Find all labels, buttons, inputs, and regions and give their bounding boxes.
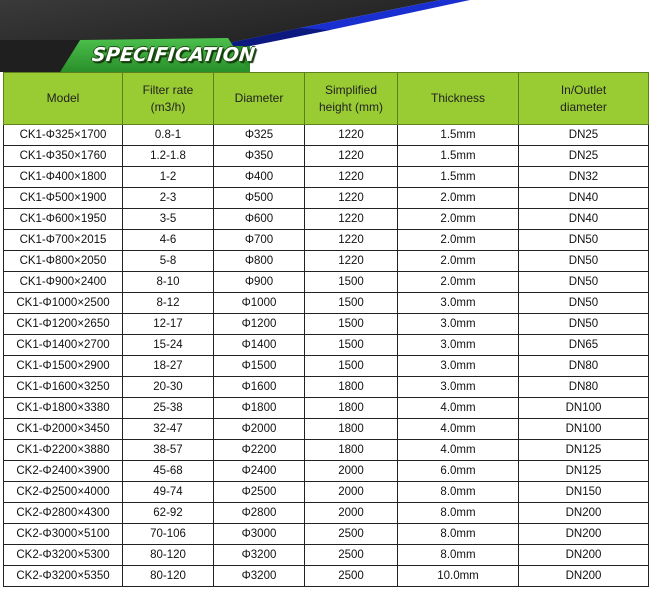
- specification-table: [3, 72, 649, 587]
- height-cell: 1800: [305, 440, 398, 461]
- thickness-cell: 10.0mm: [398, 566, 519, 587]
- model-cell: CK1-Φ1600×3250: [4, 377, 123, 398]
- thickness-cell: 1.5mm: [398, 146, 519, 167]
- inlet-outlet-cell: DN125: [519, 440, 649, 461]
- model-cell: CK2-Φ2800×4300: [4, 503, 123, 524]
- height-cell: 2500: [305, 545, 398, 566]
- table-row: [4, 272, 649, 293]
- thickness-cell: 2.0mm: [398, 272, 519, 293]
- column-header-thickness: Thickness: [398, 73, 519, 125]
- specification-banner: [0, 0, 650, 72]
- diameter-cell: Φ400: [214, 167, 305, 188]
- inlet-outlet-cell: DN50: [519, 272, 649, 293]
- thickness-cell: 2.0mm: [398, 230, 519, 251]
- filter-rate-cell: 38-57: [123, 440, 214, 461]
- diameter-cell: Φ325: [214, 125, 305, 146]
- thickness-cell: 1.5mm: [398, 125, 519, 146]
- thickness-cell: 3.0mm: [398, 293, 519, 314]
- inlet-outlet-cell: DN25: [519, 125, 649, 146]
- model-cell: CK1-Φ1500×2900: [4, 356, 123, 377]
- filter-rate-cell: 25-38: [123, 398, 214, 419]
- height-cell: 1500: [305, 293, 398, 314]
- diameter-cell: Φ600: [214, 209, 305, 230]
- model-cell: CK1-Φ1400×2700: [4, 335, 123, 356]
- filter-rate-cell: 8-12: [123, 293, 214, 314]
- height-cell: 1500: [305, 272, 398, 293]
- thickness-cell: 8.0mm: [398, 503, 519, 524]
- thickness-cell: 2.0mm: [398, 251, 519, 272]
- column-header-filter-rate: Filter rate (m3/h): [123, 73, 214, 125]
- table-row: [4, 230, 649, 251]
- table-header-row: [4, 73, 649, 125]
- inlet-outlet-cell: DN125: [519, 461, 649, 482]
- diameter-cell: Φ900: [214, 272, 305, 293]
- table-row: [4, 419, 649, 440]
- table-row: [4, 167, 649, 188]
- diameter-cell: Φ2000: [214, 419, 305, 440]
- thickness-cell: 8.0mm: [398, 482, 519, 503]
- inlet-outlet-cell: DN80: [519, 356, 649, 377]
- model-cell: CK1-Φ325×1700: [4, 125, 123, 146]
- filter-rate-cell: 12-17: [123, 314, 214, 335]
- diameter-cell: Φ1800: [214, 398, 305, 419]
- filter-rate-cell: 70-106: [123, 524, 214, 545]
- table-row: [4, 335, 649, 356]
- filter-rate-cell: 1.2-1.8: [123, 146, 214, 167]
- table-row: [4, 461, 649, 482]
- table-row: [4, 503, 649, 524]
- height-cell: 1220: [305, 209, 398, 230]
- inlet-outlet-cell: DN25: [519, 146, 649, 167]
- inlet-outlet-cell: DN200: [519, 524, 649, 545]
- diameter-cell: Φ2800: [214, 503, 305, 524]
- filter-rate-cell: 80-120: [123, 566, 214, 587]
- model-cell: CK2-Φ3200×5300: [4, 545, 123, 566]
- thickness-cell: 4.0mm: [398, 419, 519, 440]
- diameter-cell: Φ3200: [214, 566, 305, 587]
- model-cell: CK1-Φ700×2015: [4, 230, 123, 251]
- filter-rate-cell: 4-6: [123, 230, 214, 251]
- table-row: [4, 125, 649, 146]
- inlet-outlet-cell: DN50: [519, 251, 649, 272]
- height-cell: 1800: [305, 377, 398, 398]
- model-cell: CK1-Φ600×1950: [4, 209, 123, 230]
- height-cell: 2000: [305, 482, 398, 503]
- inlet-outlet-cell: DN200: [519, 503, 649, 524]
- table-row: [4, 566, 649, 587]
- filter-rate-cell: 15-24: [123, 335, 214, 356]
- inlet-outlet-cell: DN40: [519, 188, 649, 209]
- filter-rate-cell: 49-74: [123, 482, 214, 503]
- height-cell: 1220: [305, 230, 398, 251]
- table-row: [4, 314, 649, 335]
- model-cell: CK1-Φ800×2050: [4, 251, 123, 272]
- table-row: [4, 398, 649, 419]
- height-cell: 1500: [305, 356, 398, 377]
- height-cell: 2000: [305, 503, 398, 524]
- thickness-cell: 4.0mm: [398, 440, 519, 461]
- height-cell: 1800: [305, 419, 398, 440]
- table-row: [4, 524, 649, 545]
- filter-rate-cell: 18-27: [123, 356, 214, 377]
- height-cell: 1220: [305, 125, 398, 146]
- thickness-cell: 3.0mm: [398, 356, 519, 377]
- model-cell: CK1-Φ400×1800: [4, 167, 123, 188]
- table-row: [4, 209, 649, 230]
- height-cell: 1500: [305, 314, 398, 335]
- thickness-cell: 3.0mm: [398, 314, 519, 335]
- filter-rate-cell: 5-8: [123, 251, 214, 272]
- height-cell: 1800: [305, 398, 398, 419]
- diameter-cell: Φ800: [214, 251, 305, 272]
- inlet-outlet-cell: DN200: [519, 545, 649, 566]
- diameter-cell: Φ1600: [214, 377, 305, 398]
- diameter-cell: Φ700: [214, 230, 305, 251]
- model-cell: CK1-Φ500×1900: [4, 188, 123, 209]
- diameter-cell: Φ1200: [214, 314, 305, 335]
- column-header-diameter: Diameter: [214, 73, 305, 125]
- inlet-outlet-cell: DN65: [519, 335, 649, 356]
- table-row: [4, 440, 649, 461]
- inlet-outlet-cell: DN50: [519, 314, 649, 335]
- height-cell: 1220: [305, 146, 398, 167]
- model-cell: CK1-Φ350×1760: [4, 146, 123, 167]
- diameter-cell: Φ2200: [214, 440, 305, 461]
- table-row: [4, 377, 649, 398]
- column-header-inlet-outlet-diameter: In/Outlet diameter: [519, 73, 649, 125]
- inlet-outlet-cell: DN50: [519, 230, 649, 251]
- diameter-cell: Φ2500: [214, 482, 305, 503]
- inlet-outlet-cell: DN40: [519, 209, 649, 230]
- filter-rate-cell: 62-92: [123, 503, 214, 524]
- diameter-cell: Φ3200: [214, 545, 305, 566]
- height-cell: 2000: [305, 461, 398, 482]
- model-cell: CK2-Φ3000×5100: [4, 524, 123, 545]
- model-cell: CK2-Φ3200×5350: [4, 566, 123, 587]
- table-row: [4, 251, 649, 272]
- inlet-outlet-cell: DN150: [519, 482, 649, 503]
- filter-rate-cell: 32-47: [123, 419, 214, 440]
- column-header-model: Model: [4, 73, 123, 125]
- height-cell: 2500: [305, 524, 398, 545]
- inlet-outlet-cell: DN80: [519, 377, 649, 398]
- diameter-cell: Φ350: [214, 146, 305, 167]
- model-cell: CK1-Φ2200×3880: [4, 440, 123, 461]
- inlet-outlet-cell: DN100: [519, 419, 649, 440]
- filter-rate-cell: 3-5: [123, 209, 214, 230]
- table-row: [4, 188, 649, 209]
- inlet-outlet-cell: DN100: [519, 398, 649, 419]
- table-row: [4, 482, 649, 503]
- thickness-cell: 8.0mm: [398, 524, 519, 545]
- diameter-cell: Φ1500: [214, 356, 305, 377]
- column-header-simplified-height: Simplified height (mm): [305, 73, 398, 125]
- filter-rate-cell: 80-120: [123, 545, 214, 566]
- thickness-cell: 8.0mm: [398, 545, 519, 566]
- height-cell: 2500: [305, 566, 398, 587]
- inlet-outlet-cell: DN32: [519, 167, 649, 188]
- diameter-cell: Φ3000: [214, 524, 305, 545]
- filter-rate-cell: 20-30: [123, 377, 214, 398]
- inlet-outlet-cell: DN200: [519, 566, 649, 587]
- banner-title: SPECIFICATION: [90, 44, 257, 66]
- table-body: [4, 125, 649, 587]
- height-cell: 1220: [305, 251, 398, 272]
- diameter-cell: Φ1000: [214, 293, 305, 314]
- thickness-cell: 4.0mm: [398, 398, 519, 419]
- model-cell: CK2-Φ2500×4000: [4, 482, 123, 503]
- thickness-cell: 6.0mm: [398, 461, 519, 482]
- thickness-cell: 1.5mm: [398, 167, 519, 188]
- model-cell: CK1-Φ1800×3380: [4, 398, 123, 419]
- filter-rate-cell: 0.8-1: [123, 125, 214, 146]
- thickness-cell: 3.0mm: [398, 377, 519, 398]
- table-row: [4, 545, 649, 566]
- table-row: [4, 293, 649, 314]
- table-row: [4, 146, 649, 167]
- inlet-outlet-cell: DN50: [519, 293, 649, 314]
- diameter-cell: Φ2400: [214, 461, 305, 482]
- thickness-cell: 2.0mm: [398, 188, 519, 209]
- table-row: [4, 356, 649, 377]
- height-cell: 1220: [305, 188, 398, 209]
- model-cell: CK1-Φ1200×2650: [4, 314, 123, 335]
- filter-rate-cell: 45-68: [123, 461, 214, 482]
- model-cell: CK2-Φ2400×3900: [4, 461, 123, 482]
- diameter-cell: Φ500: [214, 188, 305, 209]
- thickness-cell: 3.0mm: [398, 335, 519, 356]
- height-cell: 1500: [305, 335, 398, 356]
- thickness-cell: 2.0mm: [398, 209, 519, 230]
- model-cell: CK1-Φ900×2400: [4, 272, 123, 293]
- filter-rate-cell: 1-2: [123, 167, 214, 188]
- diameter-cell: Φ1400: [214, 335, 305, 356]
- filter-rate-cell: 8-10: [123, 272, 214, 293]
- height-cell: 1220: [305, 167, 398, 188]
- model-cell: CK1-Φ2000×3450: [4, 419, 123, 440]
- model-cell: CK1-Φ1000×2500: [4, 293, 123, 314]
- filter-rate-cell: 2-3: [123, 188, 214, 209]
